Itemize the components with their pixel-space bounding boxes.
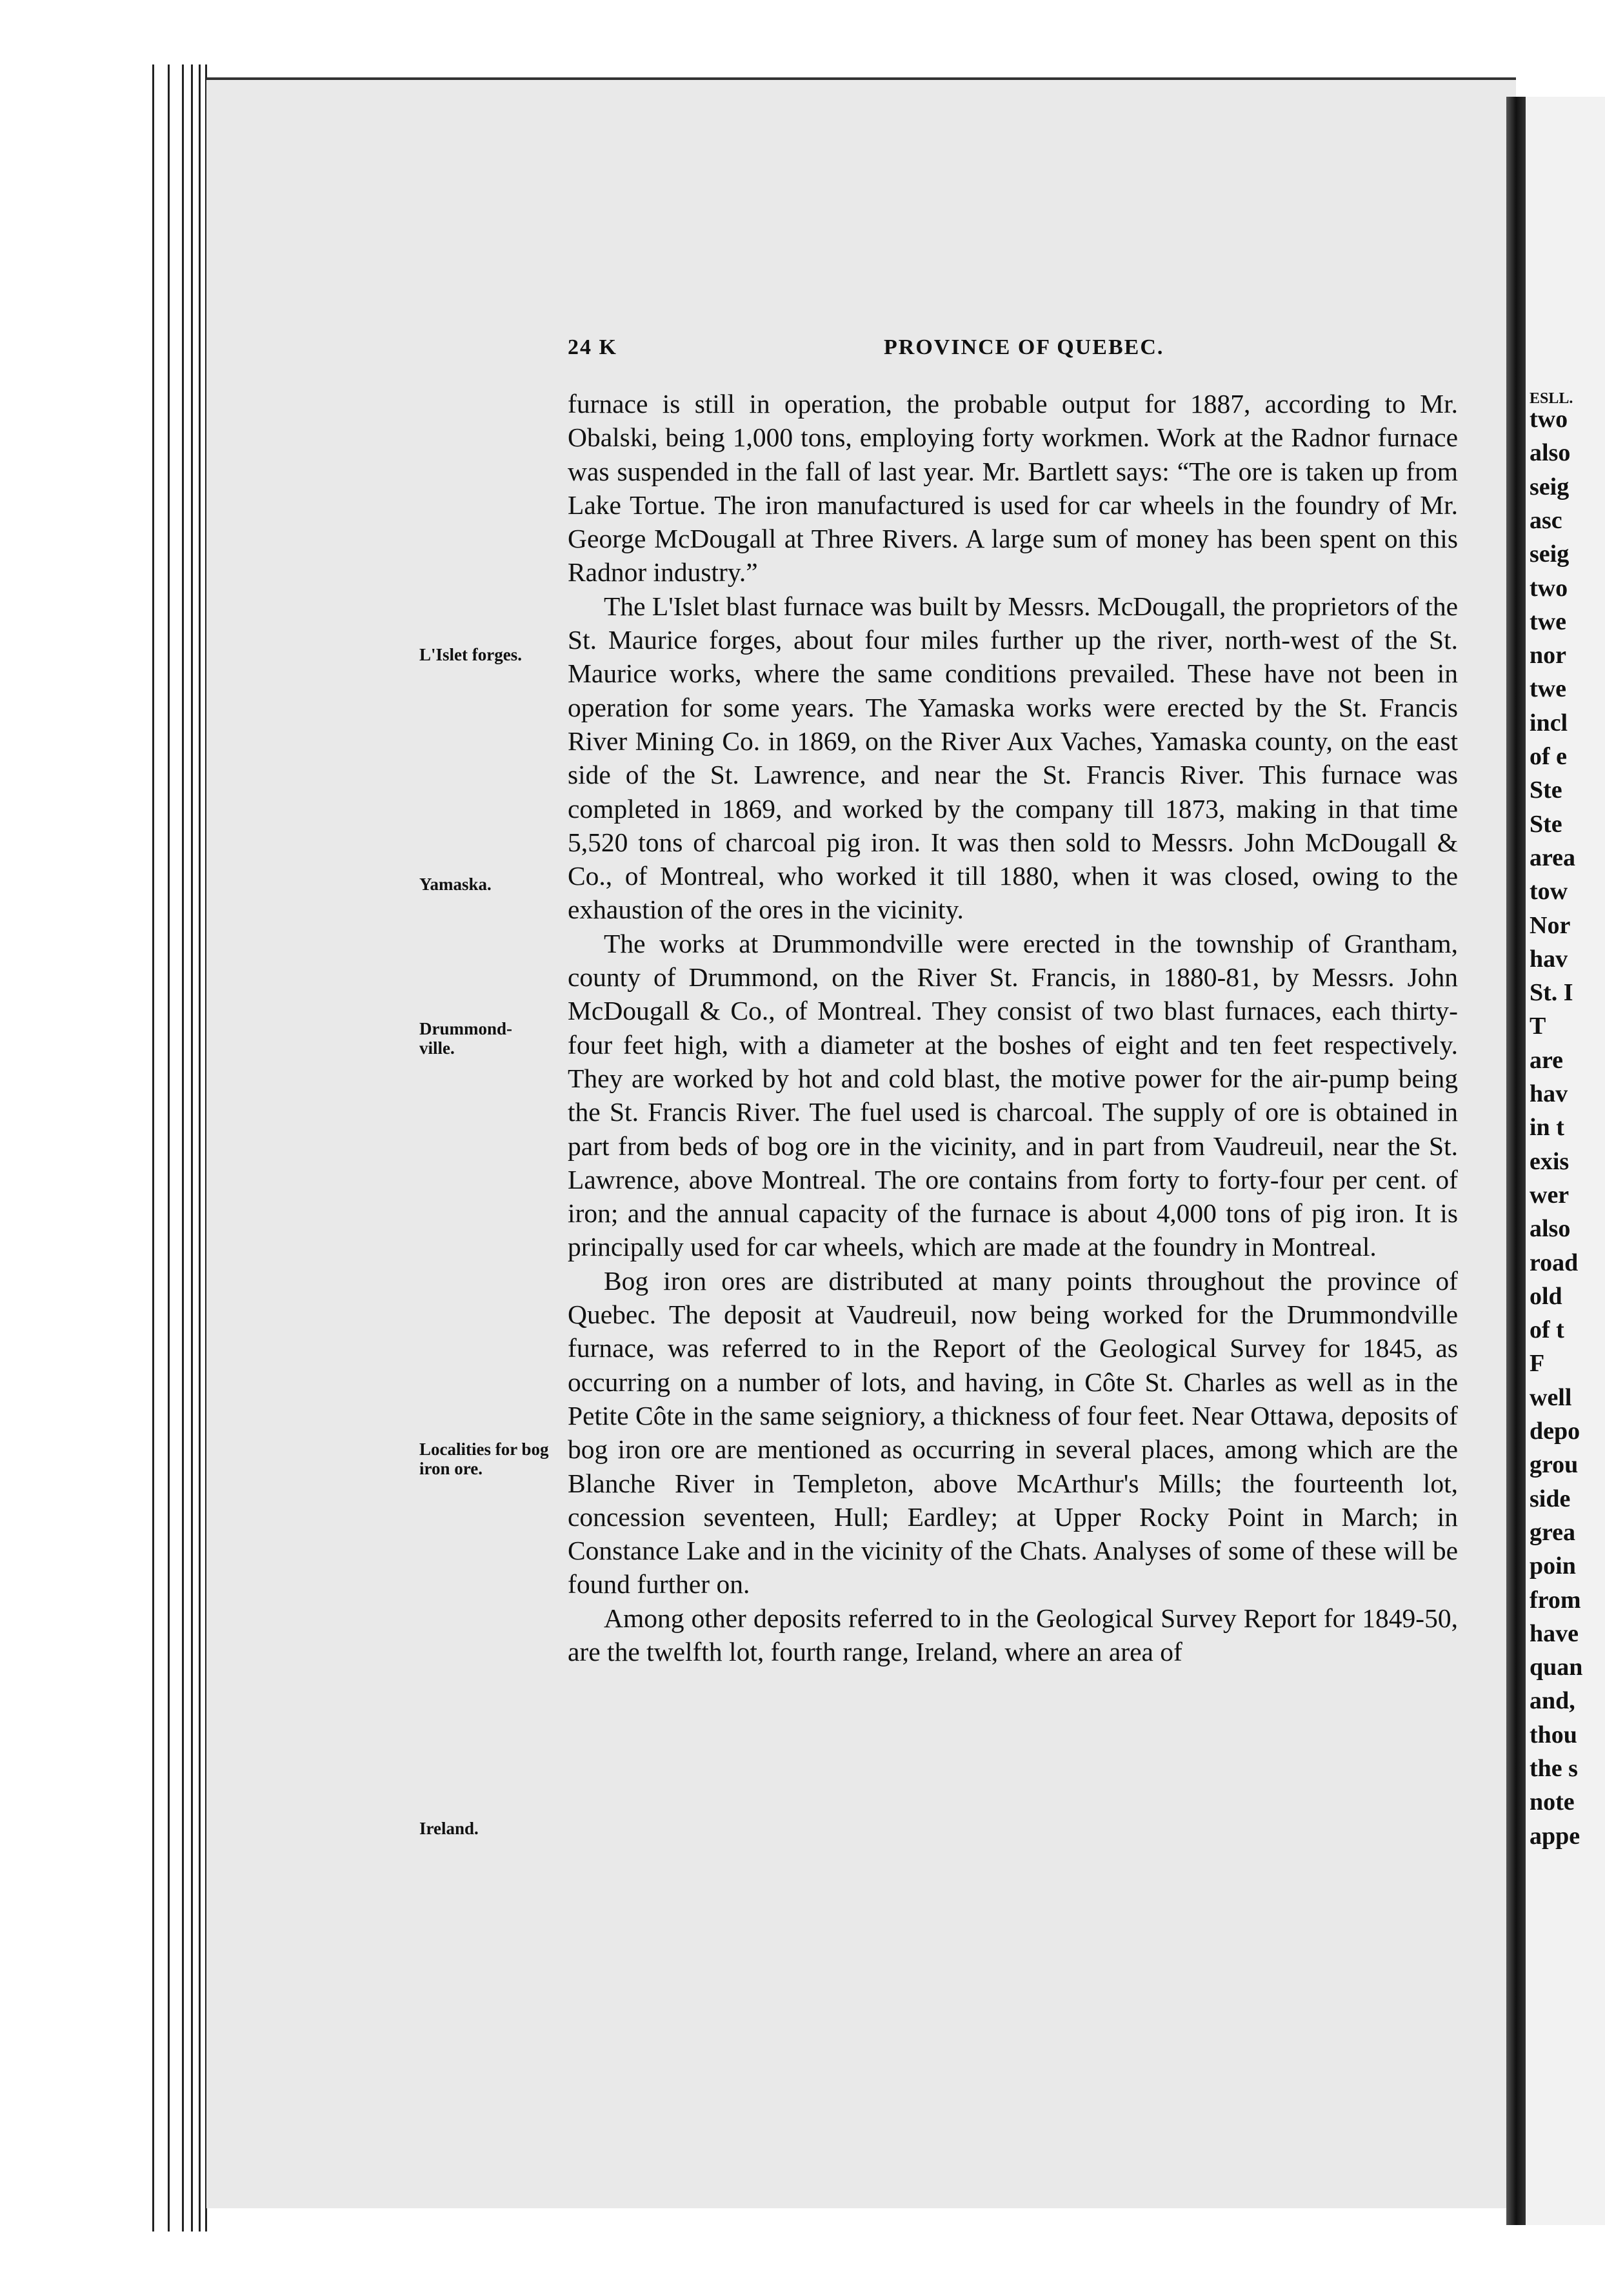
margin-note-drummondville: Drummond-ville. [419, 1019, 513, 1058]
right-page-line-fragment: seig [1530, 473, 1570, 500]
right-page-line-fragment: incl [1530, 709, 1568, 737]
right-page-line-fragment: grou [1530, 1451, 1579, 1479]
right-page-line-fragment: also [1530, 1215, 1571, 1243]
paragraph-lislet-yamaska: The L'Islet blast furnace was built by Messrs. McDougall, the proprietors of the St. Maurice forges, about four miles further up the river, north-west of the St. Maurice works, where the same conditions prevailed. These have not been in operation for some years. The Yamaska works were erected by the St. Francis River Mining Co. in 1869, on the River Aux Vaches, Yamaska county, on the east side of the St. Lawrence, and near the St. Francis River. This furnace was completed in 1869, and worked by the company till 1873, making in that time 5,520 tons of charcoal pig iron. It was then sold to Messrs. John McDougall & Co., of Montreal, who worked it till 1880, when it was closed, owing to the exhaustion of the ores in the vicinity. [568, 591, 1458, 925]
right-page-line-fragment: T [1530, 1013, 1546, 1040]
right-page-line-fragment: the s [1530, 1755, 1578, 1782]
right-page-line-fragment: Ste [1530, 810, 1562, 838]
right-page-line-fragment: hav [1530, 1080, 1568, 1107]
right-page-line-fragment: asc [1530, 506, 1562, 534]
running-title: PROVINCE OF QUEBEC. [884, 335, 1164, 359]
right-page-line-fragment: of e [1530, 743, 1568, 770]
right-page-line-fragment: have [1530, 1619, 1579, 1647]
margin-note-bog-iron: Localities for bog iron ore. [419, 1440, 549, 1478]
margin-note-ireland: Ireland. [419, 1819, 479, 1838]
margin-note-yamaska: Yamaska. [419, 875, 492, 894]
margin-note-lislet: L'Islet forges. [419, 645, 522, 664]
right-page-line-fragment: old [1530, 1282, 1562, 1310]
right-page-line-fragment: grea [1530, 1518, 1576, 1546]
right-page-header-fragment: ESLL. [1530, 390, 1573, 407]
right-page-line-fragment: well [1530, 1383, 1572, 1411]
right-page-line-fragment: in t [1530, 1114, 1564, 1142]
right-page-line-fragment: Nor [1530, 911, 1571, 939]
right-page-line-fragment: two [1530, 406, 1568, 433]
right-page-line-fragment: area [1530, 844, 1576, 871]
paragraph-bog-iron: Bog iron ores are distributed at many points throughout the province of Quebec. The deposit at Vaudreuil, now being worked for the Drummondville furnace, was referred to in the Report of the Geological Survey for 1845, as occurring on a number of lots, and having, in Côte St. Charles as well as in the Petite Côte in the same seigniory, a thickness of four feet. Near Ottawa, deposits of bog iron ore are mentioned as occurring in several places, among which are the Blanche River in Templeton, above McArthur's Mills; the fourteenth lot, concession seventeen, Hull; Eardley; at Upper Rocky Point in March; in Constance Lake and in the vicinity of the Chats. Analyses of some of these will be found further on. [568, 1265, 1458, 1599]
page-header [568, 335, 1458, 368]
body-text [568, 387, 1458, 1668]
right-page-line-fragment: Ste [1530, 777, 1562, 804]
right-page-line-fragment: twe [1530, 675, 1566, 703]
right-page-line-fragment: quan [1530, 1654, 1583, 1681]
right-page-line-fragment: poin [1530, 1552, 1576, 1580]
right-page-line-fragment: of t [1530, 1316, 1564, 1344]
right-page-line-fragment: appe [1530, 1822, 1580, 1850]
right-page-line-fragment: also [1530, 439, 1571, 467]
right-page-line-fragment: twe [1530, 608, 1566, 635]
right-page-line-fragment: depo [1530, 1418, 1580, 1445]
right-page-line-fragment: from [1530, 1586, 1581, 1614]
right-page-line-fragment: F [1530, 1350, 1545, 1378]
right-page-line-fragment: exis [1530, 1147, 1570, 1175]
paragraph-ireland: Among other deposits referred to in the Geological Survey Report for 1849-50, are the twelfth lot, fourth range, Ireland, where an area of [568, 1603, 1458, 1667]
right-page-line-fragment: thou [1530, 1721, 1577, 1748]
right-page-line-fragment: wer [1530, 1181, 1570, 1209]
paragraph-drummondville: The works at Drummondville were erected in the township of Grantham, county of Drummond, on the River St. Francis, in 1880-81, by Messrs. John McDougall & Co., of Montreal. They consist of two blast furnaces, each thirty-four feet high, with a diameter at the boshes of eight and ten feet respectively. They are worked by hot and cold blast, the motive power for the air-pump being the St. Francis River. The fuel used is charcoal. The supply of ore is obtained in part from beds of bog ore in the vicinity, and in part from Vaudreuil, near the St. Lawrence, above Montreal. The ore contains from forty to forty-four per cent. of iron; and the annual capacity of the furnace is about 4,000 tons of pig iron. It is principally used for car wheels, which are made at the foundry in Montreal. [568, 928, 1458, 1262]
paragraph-radnor: furnace is still in operation, the probable output for 1887, according to Mr. Obalski, being 1,000 tons, employing forty workmen. Work at the Radnor furnace was suspended in the fall of last year. Mr. Bartlett says: “The ore is taken up from Lake Tortue. The iron manufactured is used for car wheels in the foundry of Mr. George McDougall at Three Rivers. A large sum of money has been spent on this Radnor industry.” [568, 389, 1458, 588]
book-gutter [1506, 97, 1526, 2225]
page-number: 24 K [568, 335, 617, 359]
right-page-line-fragment: side [1530, 1485, 1571, 1512]
right-page-fragment [1526, 97, 1605, 2225]
right-page-line-fragment: are [1530, 1046, 1564, 1074]
right-page-line-fragment: road [1530, 1249, 1579, 1276]
right-page-line-fragment: St. I [1530, 979, 1573, 1007]
right-page-line-fragment: two [1530, 574, 1568, 602]
right-page-line-fragment: seig [1530, 540, 1570, 568]
right-page-line-fragment: tow [1530, 878, 1568, 906]
right-page-line-fragment: hav [1530, 945, 1568, 973]
right-page-line-fragment: and, [1530, 1687, 1575, 1715]
right-page-line-fragment: note [1530, 1788, 1575, 1816]
right-page-line-fragment: nor [1530, 642, 1566, 669]
